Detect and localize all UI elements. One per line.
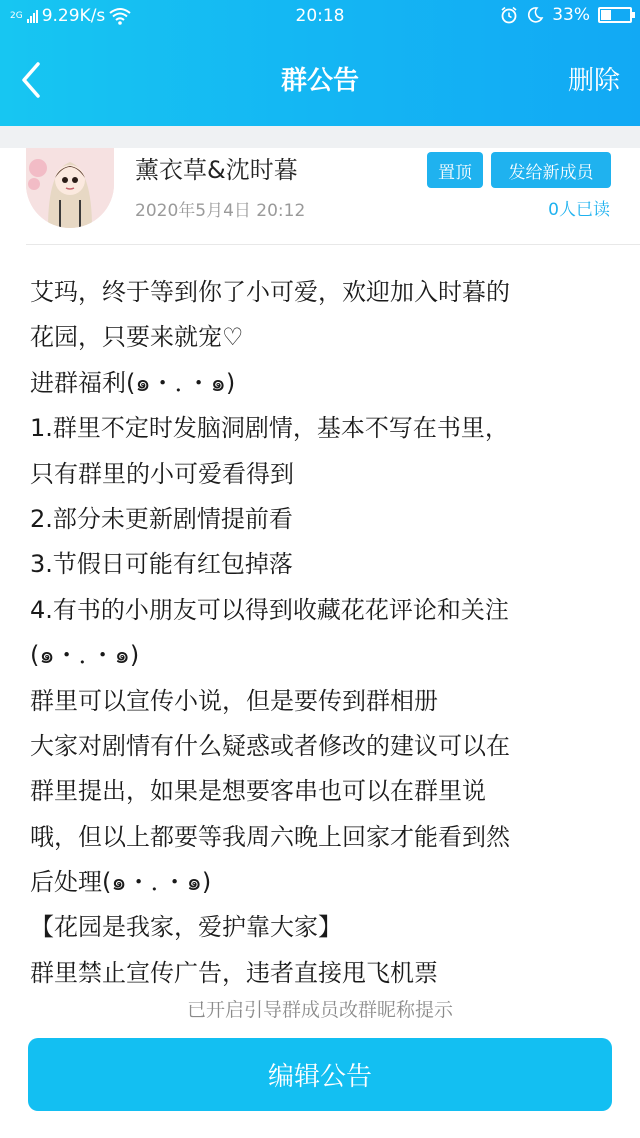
body-line: 只有群里的小可爱看得到	[30, 459, 294, 488]
battery-level	[601, 10, 611, 20]
avatar[interactable]	[26, 148, 114, 228]
nickname-hint[interactable]: 已开启引导群成员改群昵称提示	[186, 999, 453, 1021]
header-divider-strip	[0, 126, 640, 148]
delete-button[interactable]: 删除	[567, 66, 620, 96]
pin-button[interactable]: 置顶	[427, 152, 483, 188]
announcement-card	[0, 148, 640, 1138]
battery-percent: 33%	[552, 5, 590, 25]
body-line: 艾玛，终于等到你了小可爱，欢迎加入时暮的	[30, 278, 510, 306]
header-bar	[0, 0, 640, 126]
status-bar	[0, 0, 640, 32]
author-name: 薰衣草&沈时暮	[135, 156, 298, 184]
body-line: 1.群里不定时发脑洞剧情，基本不写在书里，	[30, 414, 509, 443]
body-line: 群里提出，如果是想要客串也可以在群里说	[30, 777, 486, 806]
body-line: 大家对剧情有什么疑惑或者修改的建议可以在	[30, 731, 510, 760]
status-time: 20:18	[295, 6, 345, 26]
divider	[26, 244, 640, 245]
moon-icon	[526, 6, 544, 24]
alarm-icon	[500, 6, 518, 24]
body-line: 花园，只要来就宠♡	[30, 323, 244, 352]
announcement-body	[30, 270, 615, 996]
avatar-illustration	[26, 148, 114, 228]
edit-announcement-button[interactable]: 编辑公告	[28, 1038, 612, 1111]
body-line: 群里禁止宣传广告，违者直接甩飞机票	[30, 958, 438, 987]
nav-bar	[0, 44, 640, 114]
post-date: 2020年5月4日 20:12	[135, 201, 306, 221]
body-line: 【花园是我家，爱护靠大家】	[30, 913, 342, 942]
send-to-new-members-button[interactable]: 发给新成员	[491, 152, 611, 188]
page-title: 群公告	[280, 66, 359, 96]
body-line: 群里可以宣传小说，但是要传到群相册	[30, 686, 438, 715]
read-count[interactable]: 0人已读	[548, 200, 610, 220]
body-line: 3.节假日可能有红包掉落	[30, 550, 293, 579]
body-line: 后处理(๑・．・๑)	[30, 868, 212, 897]
net-speed: 9.29K/s	[41, 6, 106, 26]
battery-icon	[598, 7, 632, 23]
body-line: 4.有书的小朋友可以得到收藏花花评论和关注	[30, 595, 509, 624]
network-type: 2G	[10, 10, 23, 21]
body-line: (๑・．・๑)	[30, 641, 140, 670]
status-right	[500, 5, 632, 25]
body-line: 2.部分未更新剧情提前看	[30, 504, 293, 533]
body-line: 哦，但以上都要等我周六晚上回家才能看到然	[30, 822, 510, 851]
body-line: 进群福利(๑・．・๑)	[30, 368, 236, 397]
